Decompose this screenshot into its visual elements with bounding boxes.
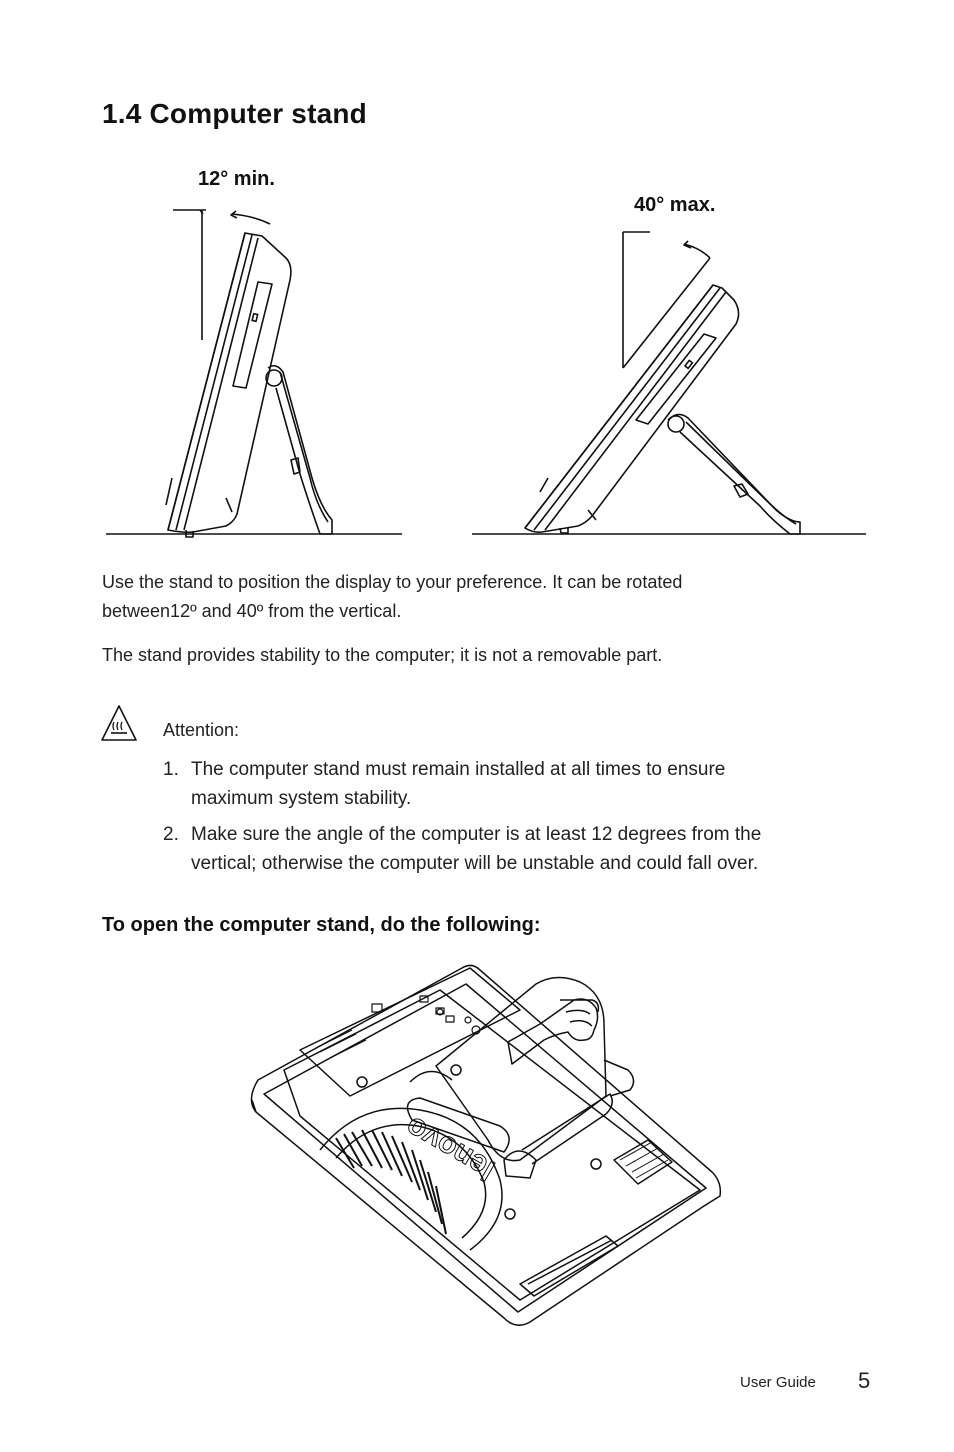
- lenovo-logo: lenovo: [400, 1109, 501, 1187]
- list-item-line: The computer stand must remain installed at all times to ensure: [191, 759, 726, 780]
- paragraph-intro-line2: between12º and 40º from the vertical.: [102, 601, 402, 621]
- list-item-line: maximum system stability.: [191, 788, 412, 809]
- list-item-line: vertical; otherwise the computer will be unstable and could fall over.: [191, 853, 759, 874]
- list-number: 2.: [163, 824, 179, 845]
- attention-title: Attention:: [163, 720, 240, 740]
- section-heading: 1.4 Computer stand: [102, 98, 367, 129]
- paragraph-stability: The stand provides stability to the computer; it is not a removable part.: [102, 645, 663, 665]
- procedure-subheading: To open the computer stand, do the following:: [102, 914, 541, 936]
- list-number: 1.: [163, 759, 179, 780]
- footer-guide-label: User Guide: [740, 1374, 816, 1391]
- max-angle-label: 40° max.: [634, 194, 716, 216]
- min-angle-label: 12° min.: [198, 168, 275, 190]
- paragraph-intro-line1: Use the stand to position the display to your preference. It can be rotated: [102, 572, 683, 592]
- page-number: 5: [858, 1368, 871, 1393]
- list-item-line: Make sure the angle of the computer is at least 12 degrees from the: [191, 824, 762, 845]
